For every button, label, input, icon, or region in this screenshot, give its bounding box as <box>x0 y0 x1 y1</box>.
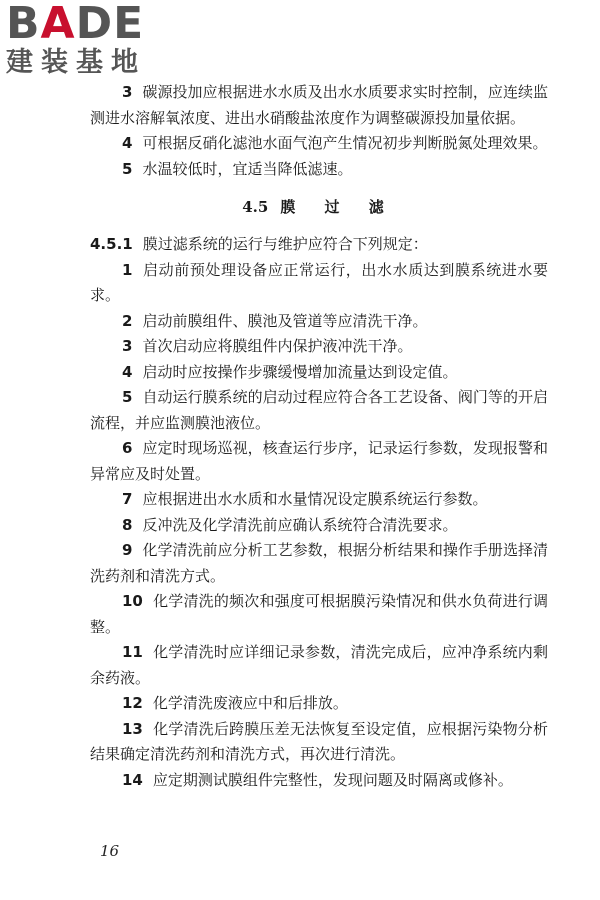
list-item: 13 化学清洗后跨膜压差无法恢复至设定值，应根据污染物分析结果确定清洗药剂和清洗方式，再次进行清洗。 <box>90 719 548 763</box>
page-number: 16 <box>100 842 120 860</box>
list-item: 3 首次启动应将膜组件内保护液冲洗干净。 <box>122 337 413 355</box>
list-item: 12 化学清洗废液应中和后排放。 <box>122 694 348 712</box>
list-item: 5 自动运行膜系统的启动过程应符合各工艺设备、阀门等的开启流程，并应监测膜池液位。 <box>90 388 548 432</box>
list-item: 2 启动前膜组件、膜池及管道等应清洗干净。 <box>122 311 428 330</box>
list-item: 4 可根据反硝化滤池水面气泡产生情况初步判断脱氮处理效果。 <box>122 134 548 152</box>
list-item: 3 碳源投加应根据进水水质及出水水质要求实时控制，应连续监测进水溶解氧浓度、进出水硝酸盐浓度作为调整碳源投加量依据。 <box>90 83 548 127</box>
logo-wordmark: BADE <box>6 0 145 49</box>
list-item: 9 化学清洗前应分析工艺参数，根据分析结果和操作手册选择清洗药剂和清洗方式。 <box>90 541 548 585</box>
logo-subtitle: 建装基地 <box>6 47 146 78</box>
list-item: 11 化学清洗时应详细记录参数，清洗完成后，应冲净系统内剩余药液。 <box>90 643 548 687</box>
list-item: 7 应根据进出水水质和水量情况设定膜系统运行参数。 <box>122 490 488 508</box>
list-item: 14 应定期测试膜组件完整性，发现问题及时隔离或修补。 <box>122 770 513 789</box>
list-item: 4 启动时应按操作步骤缓慢增加流量达到设定值。 <box>122 362 458 381</box>
list-item: 10 化学清洗的频次和强度可根据膜污染情况和供水负荷进行调整。 <box>90 592 548 636</box>
document-body <box>90 80 548 793</box>
clause-heading: 4.5.1 膜过滤系统的运行与维护应符合下列规定： <box>90 235 428 253</box>
section-heading: 4.5 膜 过 滤 <box>242 198 396 216</box>
logo <box>6 2 176 78</box>
list-item: 8 反冲洗及化学清洗前应确认系统符合清洗要求。 <box>122 515 458 534</box>
list-item: 5 水温较低时，宜适当降低滤速。 <box>122 159 353 178</box>
list-item: 1 启动前预处理设备应正常运行，出水水质达到膜系统进水要求。 <box>90 260 548 304</box>
list-item: 6 应定时现场巡视，核查运行步序，记录运行参数，发现报警和异常应及时处置。 <box>90 439 548 483</box>
